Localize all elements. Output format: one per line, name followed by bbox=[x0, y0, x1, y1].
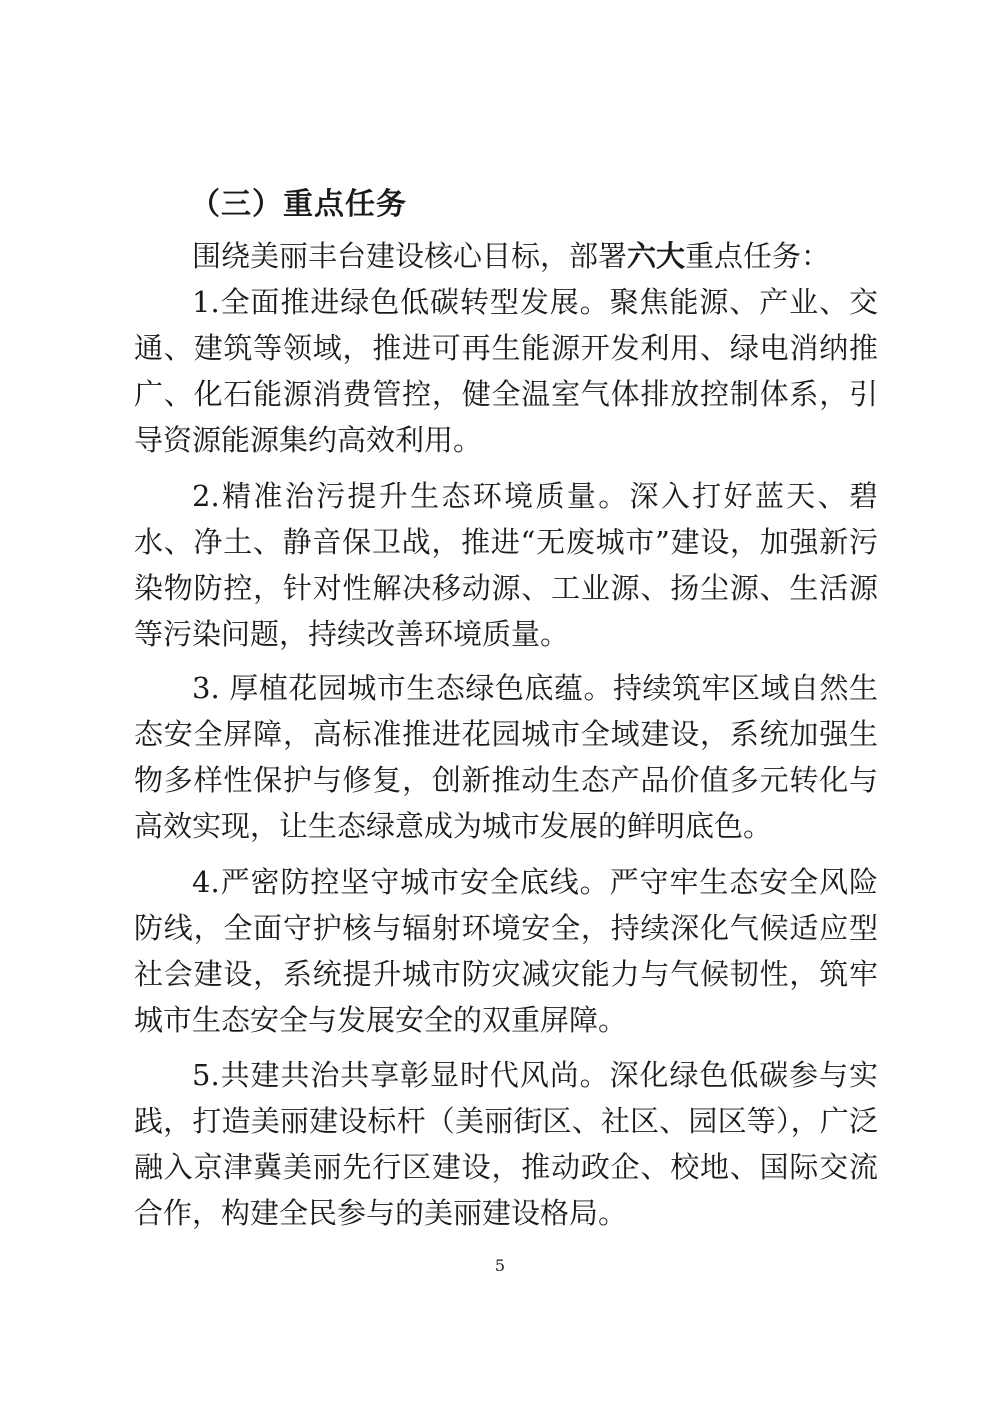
task-paragraph-1: 1.全面推进绿色低碳转型发展。聚焦能源、产业、交通、建筑等领域，推进可再生能源开发利用、绿电消纳推广、化石能源消费管控，健全温室气体排放控制体系，引导资源能源集约高效利用。 bbox=[134, 285, 878, 457]
lead-paragraph bbox=[134, 233, 878, 279]
page-number: 5 bbox=[494, 1256, 506, 1275]
lead-emphasis: 六大 bbox=[627, 239, 686, 273]
lead-text-after: 重点任务： bbox=[685, 239, 831, 273]
section-heading: （三）重点任务 bbox=[190, 187, 407, 222]
lead-text-before: 围绕美丽丰台建设核心目标，部署 bbox=[192, 239, 628, 273]
task-paragraph-3: 3. 厚植花园城市生态绿色底蕴。持续筑牢区域自然生态安全屏障，高标准推进花园城市全域建设，系统加强生物多样性保护与修复，创新推动生态产品价值多元转化与高效实现，让生态绿意成为城市发展的鲜明底色。 bbox=[134, 671, 878, 843]
task-paragraph-4: 4.严密防控坚守城市安全底线。严守牢生态安全风险防线，全面守护核与辐射环境安全，持续深化气候适应型社会建设，系统提升城市防灾减灾能力与气候韧性，筑牢城市生态安全与发展安全的双重屏障。 bbox=[134, 865, 878, 1037]
task-paragraph-5: 5.共建共治共享彰显时代风尚。深化绿色低碳参与实践，打造美丽建设标杆（美丽街区、社区、园区等），广泛融入京津冀美丽先行区建设，推动政企、校地、国际交流合作，构建全民参与的美丽建设格局。 bbox=[134, 1058, 878, 1230]
task-paragraph-2: 2.精准治污提升生态环境质量。深入打好蓝天、碧水、净土、静音保卫战，推进“无废城市”建设，加强新污染物防控，针对性解决移动源、工业源、扬尘源、生活源等污染问题，持续改善环境质量。 bbox=[134, 479, 878, 651]
